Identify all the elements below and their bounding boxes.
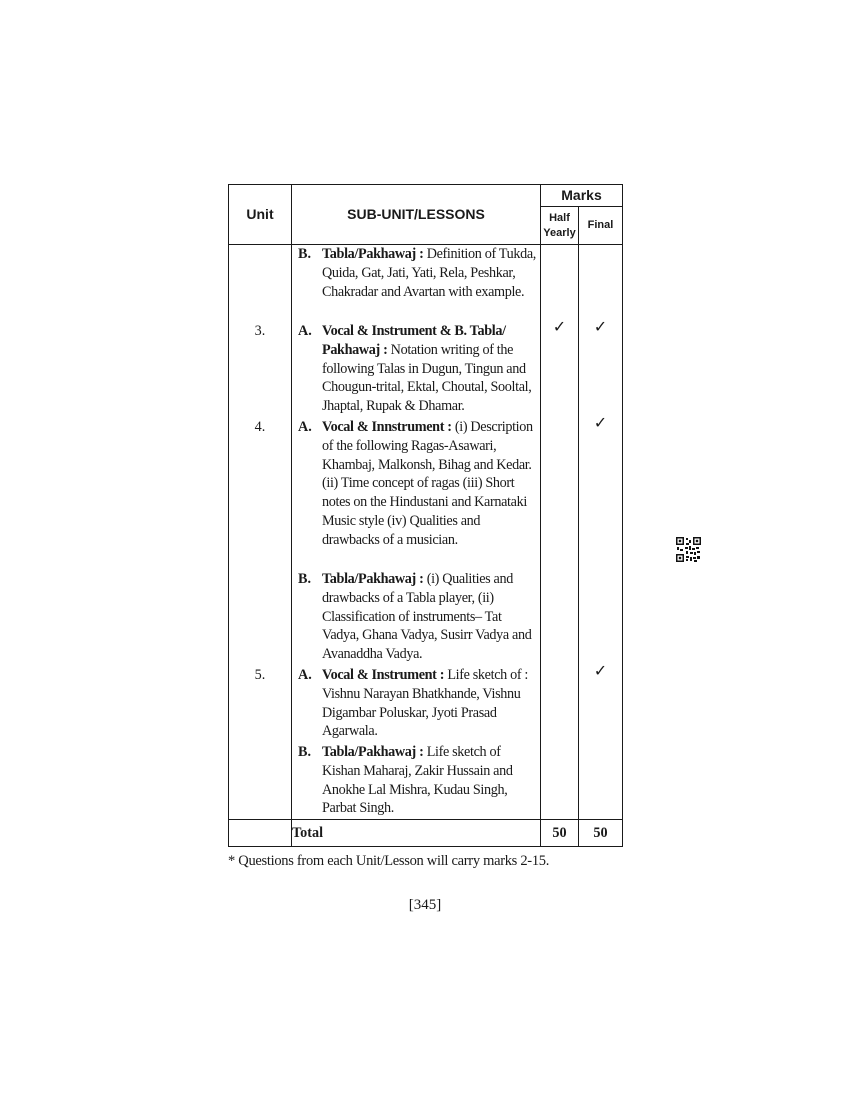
unit-column bbox=[229, 245, 292, 820]
lessons-column bbox=[292, 245, 541, 820]
marks-header: Marks bbox=[541, 185, 623, 207]
final-column bbox=[579, 245, 623, 820]
total-final: 50 bbox=[579, 820, 623, 847]
lesson-item: A. Vocal & Instrument & B. Tabla/ Pakhawaj : Notation writing of the following Talas in Dugun, Tingun and Chougun-trital, Ektal, Choutal, Sooltal, Jhaptal, Rupak & Dhamar. bbox=[298, 323, 532, 415]
lesson-item: B. Tabla/Pakhawaj : Definition of Tukda, Quida, Gat, Jati, Yati, Rela, Peshkar, Chakradar and Avartan with example. bbox=[298, 246, 536, 300]
total-label: Total bbox=[292, 820, 541, 847]
empty-cell bbox=[229, 820, 292, 847]
lesson-item: B. Tabla/Pakhawaj : Life sketch of Kishan Maharaj, Zakir Hussain and Anokhe Lal Mishra, Kudau Singh, Parbat Singh. bbox=[298, 744, 513, 817]
lesson-item: B. Tabla/Pakhawaj : (i) Qualities and drawbacks of a Tabla player, (ii) Classification of instruments– Tat Vadya, Ghana Vadya, Susirr Vadya and Avanaddha Vadya. bbox=[298, 571, 532, 663]
unit-number: 3. bbox=[254, 323, 266, 339]
lessons-header: SUB-UNIT/LESSONS bbox=[292, 185, 541, 245]
unit-header: Unit bbox=[229, 185, 292, 245]
lesson-item: A. Vocal & Innstrument : (i) Description of the following Ragas-Asawari, Khambaj, Malkonsh, Bihag and Kedar. (ii) Time concept of ragas (iii) Short notes on the Hindustani and Karnataki Music style (iv) Qualities and drawbacks of a musician. bbox=[298, 419, 533, 548]
lesson-item: A. Vocal & Instrument : Life sketch of : Vishnu Narayan Bhatkhande, Vishnu Digambar Poluskar, Jyoti Prasad Agarwala. bbox=[298, 667, 529, 740]
check-icon: ✓ bbox=[593, 317, 608, 336]
page-number: [345] bbox=[408, 897, 442, 913]
qr-code-icon bbox=[676, 537, 701, 562]
half-yearly-column bbox=[541, 245, 579, 820]
unit-number: 4. bbox=[254, 419, 266, 435]
total-row bbox=[229, 820, 623, 847]
unit-number: 5. bbox=[254, 667, 266, 683]
half-yearly-header: Half Yearly bbox=[541, 207, 579, 245]
syllabus-table bbox=[228, 184, 623, 847]
footnote: * Questions from each Unit/Lesson will carry marks 2-15. bbox=[228, 853, 550, 869]
check-icon: ✓ bbox=[593, 413, 608, 432]
check-icon: ✓ bbox=[552, 317, 567, 336]
check-icon: ✓ bbox=[593, 661, 608, 680]
total-half-yearly: 50 bbox=[541, 820, 579, 847]
final-header: Final bbox=[579, 207, 623, 245]
